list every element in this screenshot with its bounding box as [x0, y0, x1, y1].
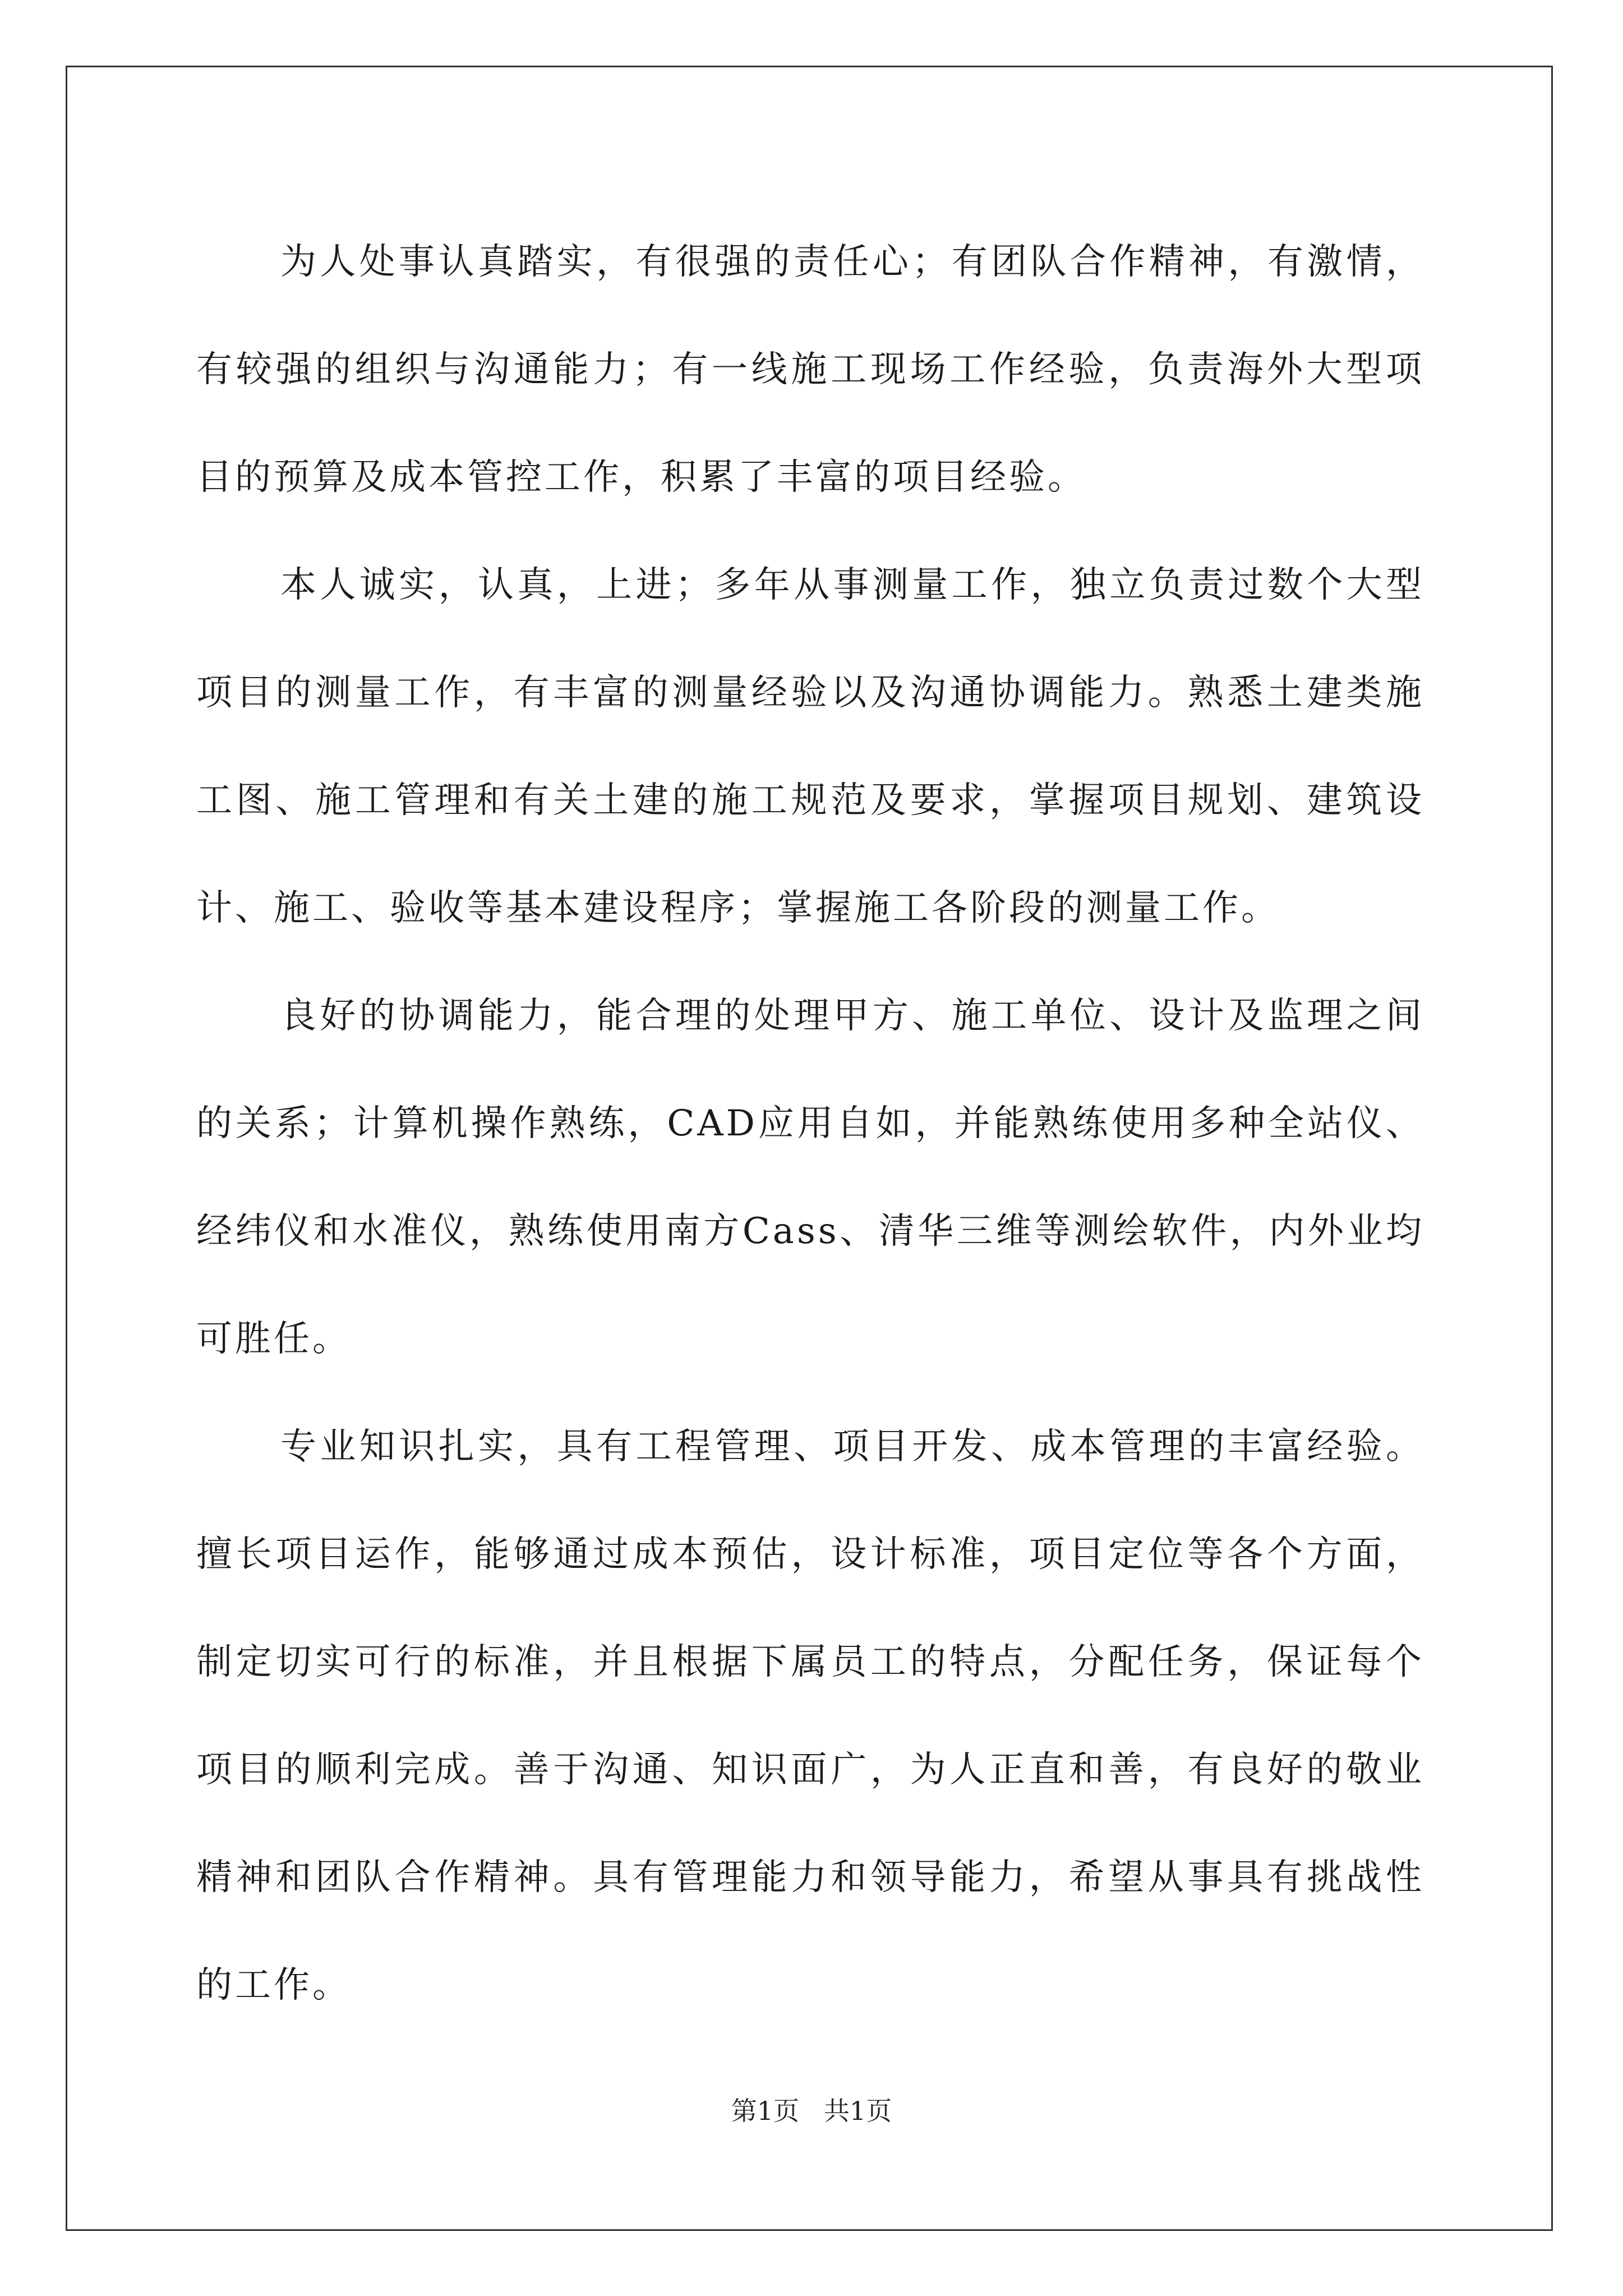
paragraph-4: 专业知识扎实，具有工程管理、项目开发、成本管理的丰富经验。擅长项目运作，能够通过成本预估，设计标准，项目定位等各个方面，制定切实可行的标准，并且根据下属员工的特点，分配任务，保证每个项目的顺利完成。善于沟通、知识面广，为人正直和善，有良好的敬业精神和团队合作精神。具有管理能力和领导能力，希望从事具有挑战性的工作。 [196, 1426, 1424, 2006]
paragraph-2: 本人诚实，认真，上进；多年从事测量工作，独立负责过数个大型项目的测量工作，有丰富的测量经验以及沟通协调能力。熟悉土建类施工图、施工管理和有关土建的施工规范及要求，掌握项目规划、建筑设计、施工、验收等基本建设程序；掌握施工各阶段的测量工作。 [196, 564, 1424, 929]
paragraph-1: 为人处事认真踏实，有很强的责任心；有团队合作精神，有激情，有较强的组织与沟通能力；有一线施工现场工作经验，负责海外大型项目的预算及成本管控工作，积累了丰富的项目经验。 [196, 241, 1424, 498]
page-number-footer: 第1页 共1页 [731, 2096, 892, 2126]
document-body [196, 208, 1424, 2039]
paragraph-3: 良好的协调能力，能合理的处理甲方、施工单位、设计及监理之间的关系；计算机操作熟练，CAD应用自如，并能熟练使用多种全站仪、经纬仪和水准仪，熟练使用南方Cass、清华三维等测绘软件，内外业均可胜任。 [196, 995, 1424, 1360]
